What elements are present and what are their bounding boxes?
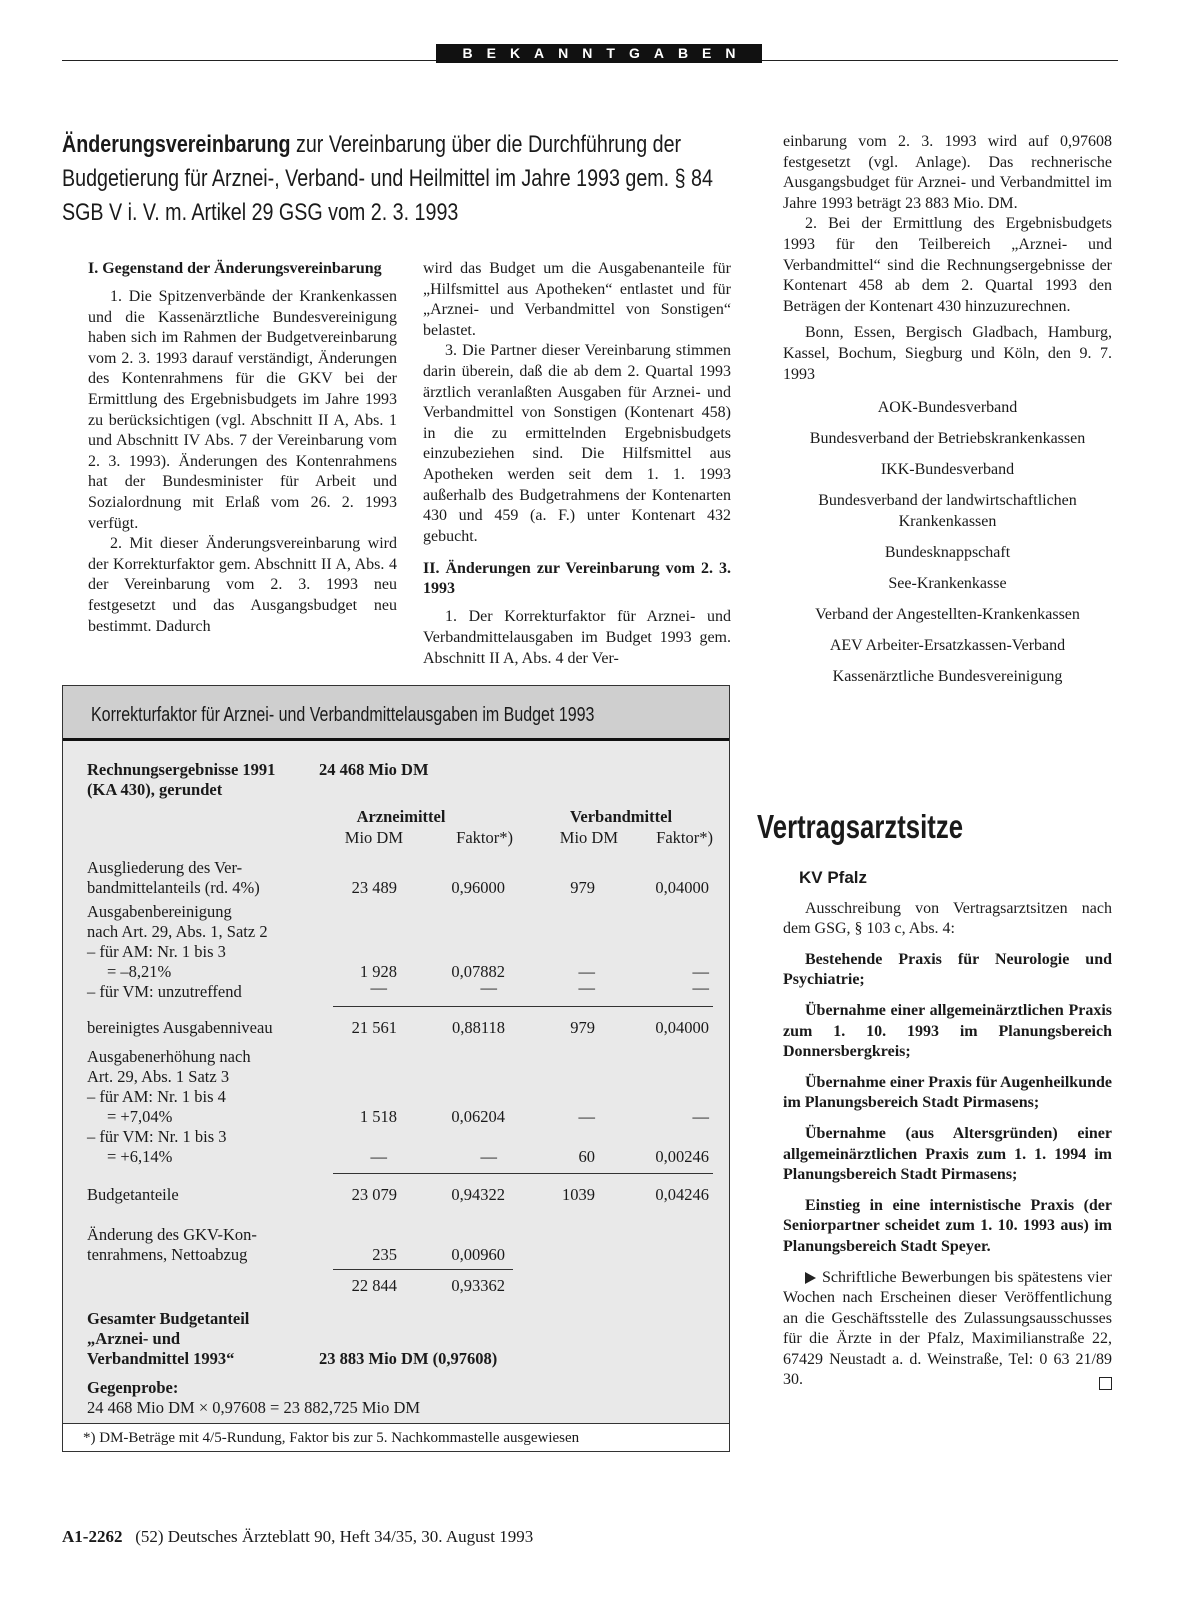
row-label: Budgetanteile	[87, 1185, 179, 1204]
row-label: nach Art. 29, Abs. 1, Satz 2	[87, 922, 268, 941]
section-title-vertragsarztsitze: Vertragsarztsitze	[757, 808, 964, 845]
table-footnote: *) DM-Beträge mit 4/5-Rundung, Faktor bis zur 5. Nachkommastelle ausgewiesen	[63, 1423, 729, 1451]
row-label: = +6,14%	[107, 1147, 173, 1166]
col-head-am-faktor: Faktor*)	[456, 828, 513, 847]
vertrag-column	[783, 868, 1112, 1394]
cell: —	[692, 978, 709, 997]
column-3	[783, 132, 1112, 697]
group-header-am: Arzneimittel	[356, 807, 446, 826]
cell: 0,00246	[655, 1147, 709, 1166]
cell: 0,07882	[451, 962, 505, 981]
check-formula: 24 468 Mio DM × 0,97608 = 23 882,725 Mio DM	[87, 1398, 421, 1417]
section-tag: BEKANNTGABEN	[436, 44, 762, 63]
rule	[333, 1173, 713, 1174]
cell: 0,04246	[655, 1185, 709, 1204]
table-title: Korrekturfaktor für Arznei- und Verbandmittelausgaben im Budget 1993	[91, 704, 595, 726]
rule	[333, 1269, 513, 1270]
cell: 0,93362	[451, 1276, 505, 1295]
journal-citation: (52) Deutsches Ärzteblatt 90, Heft 34/35, 30. August 1993	[135, 1527, 534, 1546]
cell: 235	[372, 1245, 397, 1264]
total-value: 23 883 Mio DM (0,97608)	[319, 1349, 498, 1368]
cell: 979	[570, 878, 595, 897]
paragraph: 2. Mit dieser Änderungsvereinbarung wird der Korrekturfaktor gem. Abschnitt II A, Abs. 4 der Vereinbarung vom 2. 3. 1993 neu festgesetzt und das Ausgangsbudget neu bestimmt. Dadurch	[88, 535, 397, 635]
listing-item: Übernahme einer Praxis für Augenheilkunde im Planungsbereich Stadt Pirmasens;	[783, 1073, 1112, 1112]
total-label: „Arznei- und	[87, 1329, 181, 1348]
row-label: tenrahmens, Nettoabzug	[87, 1245, 248, 1264]
paragraph-place-date: Bonn, Essen, Bergisch Gladbach, Hamburg, Kassel, Bochum, Siegburg und Köln, den 9. 7. 1993	[783, 324, 1112, 383]
cell: 0,88118	[451, 1018, 505, 1037]
cell: —	[370, 1147, 387, 1166]
row-label: = –8,21%	[107, 962, 172, 981]
cell: —	[370, 978, 387, 997]
column-2	[423, 259, 731, 669]
cell: —	[578, 962, 595, 981]
listing-item: Einstieg in eine internistische Praxis (der Seniorpartner scheidet zum 1. 10. 1993 aus) im Planungsbereich Stadt Speyer.	[783, 1196, 1112, 1255]
base-label-2: (KA 430), gerundet	[87, 780, 223, 799]
cell: 23 079	[351, 1185, 397, 1204]
section-heading-2: II. Änderungen zur Vereinbarung vom 2. 3. 1993	[423, 560, 731, 598]
col-head-vm-mio: Mio DM	[559, 828, 618, 847]
cell: —	[692, 962, 709, 981]
row-label: Ausgliederung des Ver-	[87, 858, 243, 877]
cell: 0,94322	[451, 1185, 505, 1204]
cell: —	[692, 1107, 709, 1126]
signatories-list	[783, 397, 1112, 687]
end-square-icon	[1099, 1377, 1112, 1390]
end-mark	[783, 1373, 1112, 1394]
arrow-right-icon	[805, 1272, 816, 1284]
signatory: Bundesverband der landwirtschaftlichen Krankenkassen	[818, 492, 1077, 531]
check-label: Gegenprobe:	[87, 1378, 179, 1397]
cell: 1 928	[359, 962, 397, 981]
row-label: – für AM: Nr. 1 bis 3	[87, 942, 226, 961]
total-label: Verbandmittel 1993“	[87, 1349, 235, 1368]
listing-item: Übernahme (aus Altersgründen) einer allgemeinärztlichen Praxis zum 1. 1. 1994 im Planungsbereich Stadt Pirmasens;	[783, 1124, 1112, 1184]
row-label: Änderung des GKV-Kon-	[87, 1225, 257, 1244]
row-label: bandmittelanteils (rd. 4%)	[87, 878, 260, 897]
paragraph: 3. Die Partner dieser Vereinbarung stimmen darin überein, daß die ab dem 2. Quartal 1993 ärztlich veranlaßten Ausgaben für Arznei- und Verbandmittel von Sonstigen (Kontenart 458) in die zu ermittelnden Ergebnisbudgets einzubeziehen sind. Die Hilfsmittel aus Apotheken werden seit dem 1. 1. 1993 außerhalb des Budgetrahmens der Kontenarten 430 und 459 (a. F.) unter Kontenart 432 gebucht.	[423, 342, 731, 545]
paragraph: 1. Der Korrekturfaktor für Arznei- und Verbandmittelausgaben im Budget 1993 gem. Abschnitt II A, Abs. 4 der Ver-	[423, 608, 731, 667]
rule	[333, 1006, 713, 1007]
cell: —	[578, 1107, 595, 1126]
cell: 60	[578, 1147, 595, 1166]
cell: 1 518	[359, 1107, 397, 1126]
row-label: – für VM: Nr. 1 bis 3	[87, 1127, 227, 1146]
cell: 21 561	[351, 1018, 397, 1037]
table-header	[63, 686, 729, 741]
closing-text: Schriftliche Bewerbungen bis spätestens vier Wochen nach Erscheinen dieser Veröffentlichung an die Geschäftsstelle des Zulassungsausschusses für die Ärzte in der Pfalz, Maximilianstraße 22, 67429 Neustadt a. d. Weinstraße, Tel: 0 63 21/89 30.	[783, 1268, 1112, 1389]
headline-bold: Änderungsvereinbarung	[62, 131, 291, 158]
cell: —	[480, 978, 497, 997]
cell: 0,96000	[451, 878, 505, 897]
cell: 0,04000	[655, 878, 709, 897]
cell: —	[578, 978, 595, 997]
kv-heading: KV Pfalz	[799, 868, 868, 887]
group-header-vm: Verbandmittel	[569, 807, 673, 826]
page-footer	[62, 1527, 533, 1547]
row-label: – für VM: unzutreffend	[87, 982, 242, 1001]
signatory: Bundesknappschaft	[884, 544, 1011, 562]
cell: 22 844	[351, 1276, 397, 1295]
paragraph: 2. Bei der Ermittlung des Ergebnisbudgets 1993 für den Teilbereich „Arznei- und Verbandmittel“ sind die Rechnungsergebnisse der Kontenart 458 ab dem 2. Quartal 1993 den Beträgen der Kontenart 430 hinzuzurechnen.	[783, 215, 1112, 315]
page-number: A1-2262	[62, 1527, 123, 1546]
cell: —	[480, 1147, 497, 1166]
cell: 979	[570, 1018, 595, 1037]
section-heading-1: I. Gegenstand der Änderungsvereinbarung	[88, 260, 382, 277]
signatory: Verband der Angestellten-Krankenkassen	[815, 606, 1080, 624]
row-label: Art. 29, Abs. 1 Satz 3	[87, 1067, 230, 1086]
signatory: IKK-Bundesverband	[880, 461, 1015, 479]
headline-rest: zur Vereinbarung über die Durchführung der Budgetierung für Arznei-, Verband- und Heilmittel im Jahre 1993 gem. § 84 SGB V i. V. m. Artikel 29 GSG vom 2. 3. 1993	[62, 131, 713, 226]
cell: 0,06204	[451, 1107, 505, 1126]
column-1	[88, 259, 397, 637]
paragraph: 1. Die Spitzenverbände der Krankenkassen und die Kassenärztliche Bundesvereinigung haben sich im Rahmen der Budgetvereinbarung vom 2. 3. 1993 darauf verständigt, Änderungen des Kontenrahmens für die GKV bei der Ermittlung des Ergebnisbudgets im Jahre 1993 zu berücksichtigen (vgl. Abschnitt II A, Abs. 1 und Abschnitt IV Abs. 7 der Vereinbarung vom 2. 3. 1993). Änderungen des Kontenrahmens hat der Bundesminister für Arbeit und Sozialordnung mit Erlaß vom 26. 2. 1993 verfügt.	[88, 288, 397, 532]
cell: 1039	[562, 1185, 595, 1204]
row-label: – für AM: Nr. 1 bis 4	[87, 1087, 226, 1106]
signatory: Bundesverband der Betriebskrankenkassen	[809, 430, 1086, 448]
col-head-am-mio: Mio DM	[344, 828, 403, 847]
signatory: See-Krankenkasse	[888, 575, 1007, 593]
row-label: = +7,04%	[107, 1107, 173, 1126]
intro: Ausschreibung von Vertragsarztsitzen nach dem GSG, § 103 c, Abs. 4:	[783, 899, 1112, 938]
total-label: Gesamter Budgetanteil	[87, 1309, 250, 1328]
row-label: bereinigtes Ausgabenniveau	[87, 1018, 273, 1037]
cell: 23 489	[351, 878, 397, 897]
correction-factor-table	[62, 685, 730, 1452]
listing-item: Übernahme einer allgemeinärztlichen Praxis zum 1. 10. 1993 im Planungsbereich Donnersbergkreis;	[783, 1001, 1112, 1061]
listing-item: Bestehende Praxis für Neurologie und Psychiatrie;	[783, 950, 1112, 989]
signatory: AOK-Bundesverband	[877, 399, 1018, 417]
cell: 0,00960	[451, 1245, 505, 1264]
base-value: 24 468 Mio DM	[319, 760, 429, 779]
headline	[62, 128, 759, 230]
col-head-vm-faktor: Faktor*)	[656, 828, 713, 847]
paragraph: einbarung vom 2. 3. 1993 wird auf 0,97608 festgesetzt (vgl. Anlage). Das rechnerische Ausgangsbudget für Arznei- und Verbandmittel im Jahre 1993 beträgt 23 883 Mio. DM.	[783, 133, 1112, 212]
signatory: Kassenärztliche Bundesvereinigung	[832, 668, 1063, 686]
base-label: Rechnungsergebnisse 1991	[87, 760, 276, 779]
paragraph: wird das Budget um die Ausgabenanteile für „Hilfsmittel aus Apotheken“ entlastet und für „Arznei- und Verbandmittel von Sonstigen“ belastet.	[423, 260, 731, 339]
row-label: Ausgabenerhöhung nach	[87, 1047, 251, 1066]
signatory: AEV Arbeiter-Ersatzkassen-Verband	[829, 637, 1066, 655]
row-label: Ausgabenbereinigung	[87, 902, 232, 921]
cell: 0,04000	[655, 1018, 709, 1037]
